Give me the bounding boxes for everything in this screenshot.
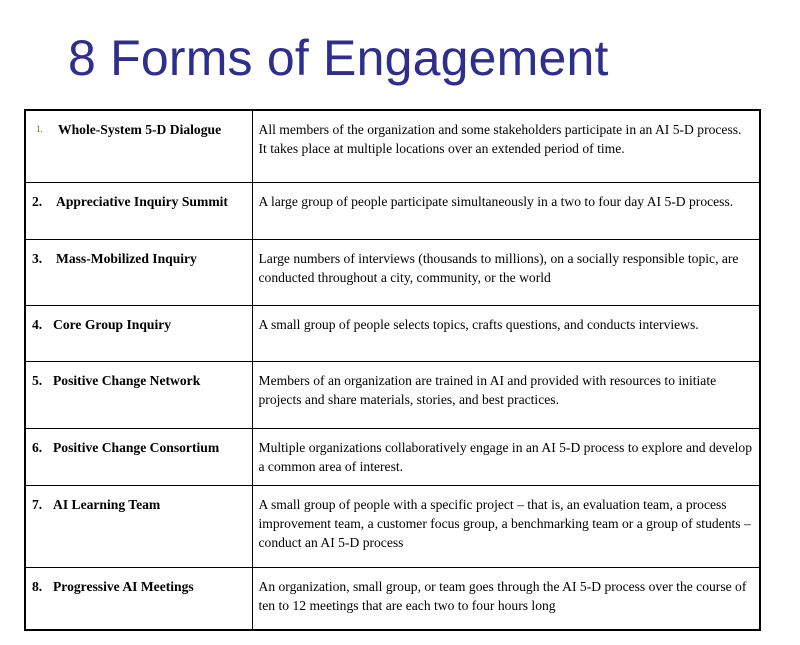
form-description: Members of an organization are trained in AI and provided with resources to initiate projects and share materials, stories, and best practices. (252, 361, 759, 428)
table-row (26, 567, 759, 629)
form-name: Whole-System 5-D Dialogue (58, 122, 222, 137)
form-number: 1. (36, 124, 43, 134)
form-description: A small group of people selects topics, crafts questions, and conducts interviews. (252, 305, 759, 361)
table-row (26, 182, 759, 239)
engagement-table-grid (26, 111, 759, 629)
form-number: 2. (32, 193, 43, 209)
table-row (26, 305, 759, 361)
form-name-cell (26, 305, 252, 361)
table-row (26, 428, 759, 485)
form-description: An organization, small group, or team goes through the AI 5-D process over the course of ten to 12 meetings that are each two to four hours long (252, 567, 759, 629)
table-row (26, 361, 759, 428)
form-description: A large group of people participate simultaneously in a two to four day AI 5-D process. (252, 182, 759, 239)
form-name: Positive Change Network (53, 372, 201, 388)
form-number: 4. (32, 316, 43, 332)
form-description: A small group of people with a specific project – that is, an evaluation team, a process improvement team, a customer focus group, a benchmarking team or a group of students – conduct an AI 5-D process (252, 485, 759, 567)
form-description: Large numbers of interviews (thousands to millions), on a socially responsible topic, are conducted throughout a city, community, or the world (252, 239, 759, 305)
form-number: 7. (32, 496, 43, 512)
engagement-table (24, 109, 761, 631)
form-number: 5. (32, 372, 43, 388)
form-name: Positive Change Consortium (53, 439, 220, 455)
form-number: 6. (32, 439, 43, 455)
form-name: Appreciative Inquiry Summit (56, 193, 228, 209)
form-number: 3. (32, 250, 43, 266)
form-name-cell (26, 485, 252, 567)
form-name-cell (26, 428, 252, 485)
form-name-cell (26, 111, 252, 182)
form-name-cell (26, 239, 252, 305)
form-name: Core Group Inquiry (53, 316, 172, 332)
form-name: Mass-Mobilized Inquiry (56, 250, 197, 266)
form-description: Multiple organizations collaboratively engage in an AI 5-D process to explore and develop a common area of interest. (252, 428, 759, 485)
form-description: All members of the organization and some stakeholders participate in an AI 5-D process. It takes place at multiple locations over an extended period of time. (252, 111, 759, 182)
table-row (26, 111, 759, 182)
form-name-cell (26, 361, 252, 428)
table-row (26, 485, 759, 567)
form-name-cell (26, 182, 252, 239)
table-row (26, 239, 759, 305)
form-number: 8. (32, 578, 43, 594)
form-name: Progressive AI Meetings (53, 578, 194, 594)
form-name: AI Learning Team (53, 496, 161, 512)
form-name-cell (26, 567, 252, 629)
page-title: 8 Forms of Engagement (68, 30, 609, 86)
